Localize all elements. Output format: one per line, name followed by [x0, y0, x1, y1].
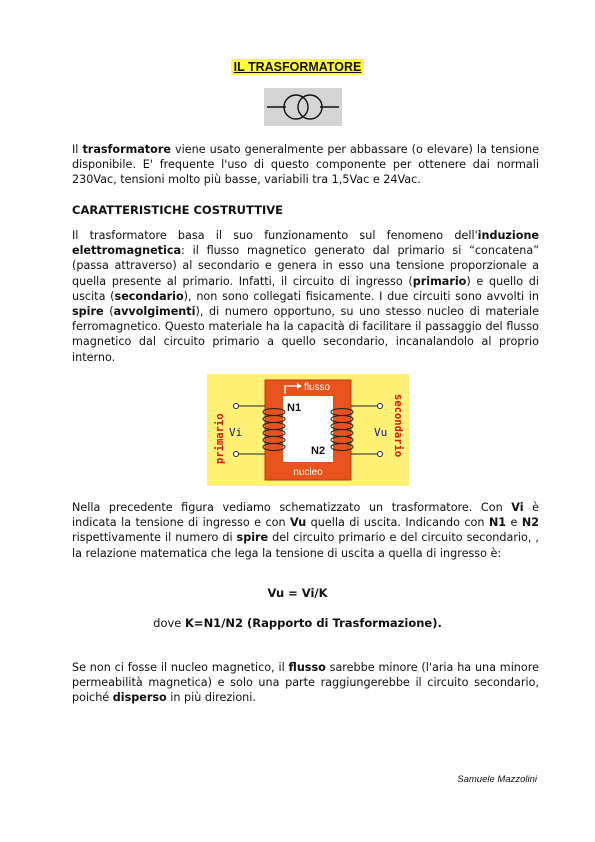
vu-label: Vu: [374, 426, 388, 439]
primary-terminal-top: [234, 404, 239, 409]
transformer-symbol-image: [264, 88, 342, 126]
page-title: IL TRASFORMATORE: [231, 59, 365, 75]
section-heading: CARATTERISTICHE COSTRUTTIVE: [72, 203, 283, 217]
closing-paragraph: Se non ci fosse il nucleo magnetico, il flusso sarebbe minore (l'aria ha una minore permeabilità magnetica) e solo una parte raggiungerebbe il circuito secondario, poiché disperso in più direzioni.: [72, 661, 539, 705]
core-label: nucleo: [293, 467, 323, 478]
page-title-wrapper: [0, 56, 595, 75]
n1-label: N1: [287, 402, 302, 414]
intro-paragraph: Il trasformatore viene usato generalmente per abbassare (o elevare) la tensione disponibile. E' frequente l'uso di questo componente per ottenere dai normali 230Vac, tensioni molto più basse, variabili tra 1,5Vac e 24Vac.: [72, 143, 540, 187]
flux-label: flusso: [304, 382, 331, 393]
secondary-terminal-bottom: [378, 452, 383, 457]
author-signature: Samuele Mazzolini: [457, 774, 537, 785]
transformer-symbol-icon: [264, 88, 342, 126]
primary-label: primario: [214, 413, 226, 464]
formula: Vu = Vi/K: [267, 586, 328, 600]
description-paragraph: Nella precedente figura vediamo schematizzato un trasformatore. Con Vi è indicata la tensione di ingresso e con Vu quella di uscita. Indicando con N1 e N2 rispettivamente il numero di spire del circuito primario e del circuito secondario, , la relazione matematica che lega la tensione di uscita a quella di ingresso è:: [72, 501, 540, 560]
n2-label: N2: [311, 445, 326, 457]
formula-note: dove K=N1/N2 (Rapporto di Trasformazione).: [153, 616, 442, 630]
construction-paragraph: Il trasformatore basa il suo funzionamento sul fenomeno dell'induzione elettromagnetica: il flusso magnetico generato dal primario si “concatena” (passa attraverso) al secondario e genera in esso una tensione proporzionale a quella presente al primario. Infatti, il circuito di ingresso (primario) e quello di uscita (secondario), non sono collegati fisicamente. I due circuiti sono avvolti in spire (avvolgimenti), di numero opportuno, su uno stesso nucleo di materiale ferromagnetico. Questo materiale ha la capacità di facilitare il passaggio del flusso magnetico dal circuito primario a quello secondario, incanalandolo al proprio interno.: [72, 229, 539, 364]
transformer-diagram: [207, 374, 409, 486]
secondary-terminal-top: [378, 404, 383, 409]
vi-label: Vi: [229, 426, 243, 439]
primary-terminal-bottom: [234, 452, 239, 457]
secondary-label: secondario: [392, 394, 404, 458]
